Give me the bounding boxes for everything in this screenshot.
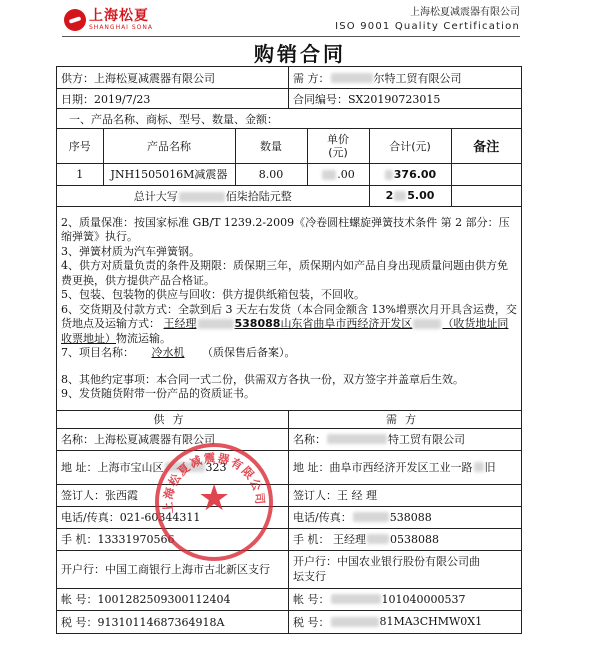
redaction [179,192,225,202]
term-6-contact: 王经理 [163,317,197,330]
buyer-bank-line1: 开户行：中国农业银行股份有限公司曲 [293,555,480,568]
col-price: 单价 (元) [307,129,369,163]
supplier-signer: 签订人：张西霞 [57,485,289,506]
contract-terms [57,207,521,411]
party-row-mobile [57,529,521,551]
item-remark [451,163,521,185]
redaction [385,170,393,180]
buyer-bank [289,551,521,588]
goods-table [57,129,521,207]
term-7-label: 7、项目名称： [61,346,134,359]
party-row-name [57,429,521,451]
logo-mark-icon [64,9,86,31]
buyer-tax-value: 81MA3CHMW0X1 [379,615,483,628]
buyer-mobile-value: 0538088 [390,532,439,546]
seal-star-icon: ★ [198,478,231,519]
buyer-phone [289,507,521,528]
term-7-note: （质保售后备案）。 [202,346,296,359]
section1-row [57,109,521,129]
document-title: 购销合同 [254,42,346,66]
info-row-2 [57,89,521,109]
item-name: JNH1505016M减震器 [103,163,235,185]
table-row [57,163,521,185]
buyer-mobile [289,529,521,550]
buyer-account [289,589,521,610]
redaction [198,319,234,329]
logo-english: SHANGHAI SONA [89,24,153,31]
item-total [369,163,451,185]
logo-chinese: 上海松夏 [89,8,149,24]
term-6-address: 山东省曲阜市西经济开发区 [280,317,413,330]
section1-heading: 一、产品名称、商标、型号、数量、金额： [69,112,278,126]
buyer-field [289,67,521,88]
term-2: 2、质量保准：按国家标准 GB/T 1239.2-2009《冷卷圆柱螺旋弹簧技术条件 第 2 部分：压缩弹簧》执行。 [61,215,510,243]
col-remark: 备注 [451,129,521,163]
buyer-signer: 签订人：王 经 理 [293,489,377,502]
buyer-address [289,451,521,484]
redaction [367,534,389,544]
col-name: 产品名称 [103,129,235,163]
term-3: 3、弹簧材质为汽车弹簧钢。 [61,244,200,258]
goods-header-row [57,129,521,163]
total-number-prefix: 2 [385,189,394,202]
buyer-tax [289,611,521,633]
redaction [331,594,381,604]
buyer-name: 尔特工贸有限公司 [373,71,462,85]
term-6 [61,303,517,347]
supplier-name: 名称：上海松夏减震器有限公司 [57,429,289,450]
party-buyer-heading: 需方 [386,413,424,426]
supplier-bank: 开户行：中国工商银行上海市古北新区支行 [57,551,289,588]
info-row-1 [57,67,521,89]
party-supplier-heading: 供方 [57,411,289,428]
term-9: 9、发货随货附带一份产品的资质证书。 [61,387,255,400]
redaction [331,617,379,627]
company-logo [64,8,179,32]
redaction [353,512,389,522]
buyer-name-label: 名称： [293,433,326,446]
date-field: 日期：2019/7/23 [57,89,289,108]
term-6-text: 6、交货期及付款方式：全款到后 3 天左右发货（本合同金额含 13%增票次月开具含运费，交货地点及运输方式： [61,302,517,330]
party-header-row [57,411,521,429]
header-company-name: 上海松夏减震器有限公司 [410,7,520,18]
supplier-address-value: 地 址：上海市宝山区 [61,461,164,474]
item-price [307,163,369,185]
buyer-address-tail: 旧 [484,461,496,474]
buyer-label: 需 方： [293,71,330,85]
redaction [413,319,441,329]
total-row [57,185,521,206]
header-company-info [335,6,520,34]
term-6-note: （收货地址同收票地址） [61,317,509,345]
redaction [327,434,387,444]
header-divider [62,36,520,37]
total-words-value: 佰柒拾陆元整 [225,189,292,203]
col-qty: 数量 [235,129,307,163]
item-no: 1 [57,163,103,185]
term-8: 8、其他约定事项：本合同一式二份，供需双方各执一份，双方签字并盖章后生效。 [61,372,464,386]
supplier-phone: 电话/传真：021-60344311 [57,507,289,528]
buyer-account-label: 帐 号： [293,593,330,606]
project-name: 冷水机 [151,346,185,359]
supplier-account: 帐 号：1001282509300112404 [57,589,289,610]
col-no: 序号 [57,129,103,163]
buyer-name-cell [289,429,521,450]
item-qty: 8.00 [235,163,307,185]
contract-frame [56,66,522,634]
party-row-tax [57,611,521,633]
col-total: 合计(元) [369,129,451,163]
term-6-phone: 538088 [234,317,281,330]
supplier-tax: 税 号：91310114687364918A [57,611,289,633]
buyer-address-value: 地 址：曲阜市西经济开发区工业一路 [293,461,473,474]
supplier-address-tail: 323 [205,460,227,474]
buyer-bank-line2: 坛支行 [293,570,326,583]
total-number [369,185,451,206]
party-row-bank [57,551,521,589]
item-price-value: .00 [337,167,355,181]
redaction [394,191,406,201]
iso-certification: ISO 9001 Quality Certification [335,21,520,32]
redaction [474,462,484,472]
total-remark [451,185,521,206]
term-4: 4、供方对质量负责的条件及期限：质保期三年，质保期内如产品自身出现质量问题由供方免费更换，供方提供产品合格证。 [61,259,508,287]
party-row-account [57,589,521,611]
supplier-field: 供方：上海松夏减震器有限公司 [57,67,289,88]
term-7 [61,346,517,361]
supplier-mobile: 手 机：13331970566 [57,529,289,550]
buyer-mobile-label: 手 机： 王经理 [293,533,366,546]
buyer-tax-label: 税 号： [293,615,330,629]
item-total-value: 376.00 [393,167,437,181]
party-row-phone [57,507,521,529]
party-row-address [57,451,521,485]
total-words [57,185,369,206]
buyer-name-value: 特工贸有限公司 [388,433,465,446]
term-5: 5、包装、包装物的供应与回收：供方提供纸箱包装，不回收。 [61,288,365,301]
redaction [331,73,373,83]
contract-no-field: 合同编号：SX20190723015 [293,92,441,106]
total-number-value: 5.00 [407,189,435,202]
buyer-account-value: 101040000537 [381,592,466,606]
buyer-phone-label: 电话/传真： [293,511,352,524]
redaction [322,170,336,180]
party-row-signer [57,485,521,507]
term-6-end: 物流运输。 [116,331,171,345]
total-label: 总计大写 [133,189,178,203]
seal-text: 上海松夏减震器有限公司 [160,450,268,514]
company-seal-stamp [155,443,273,561]
buyer-phone-value: 538088 [389,510,432,524]
